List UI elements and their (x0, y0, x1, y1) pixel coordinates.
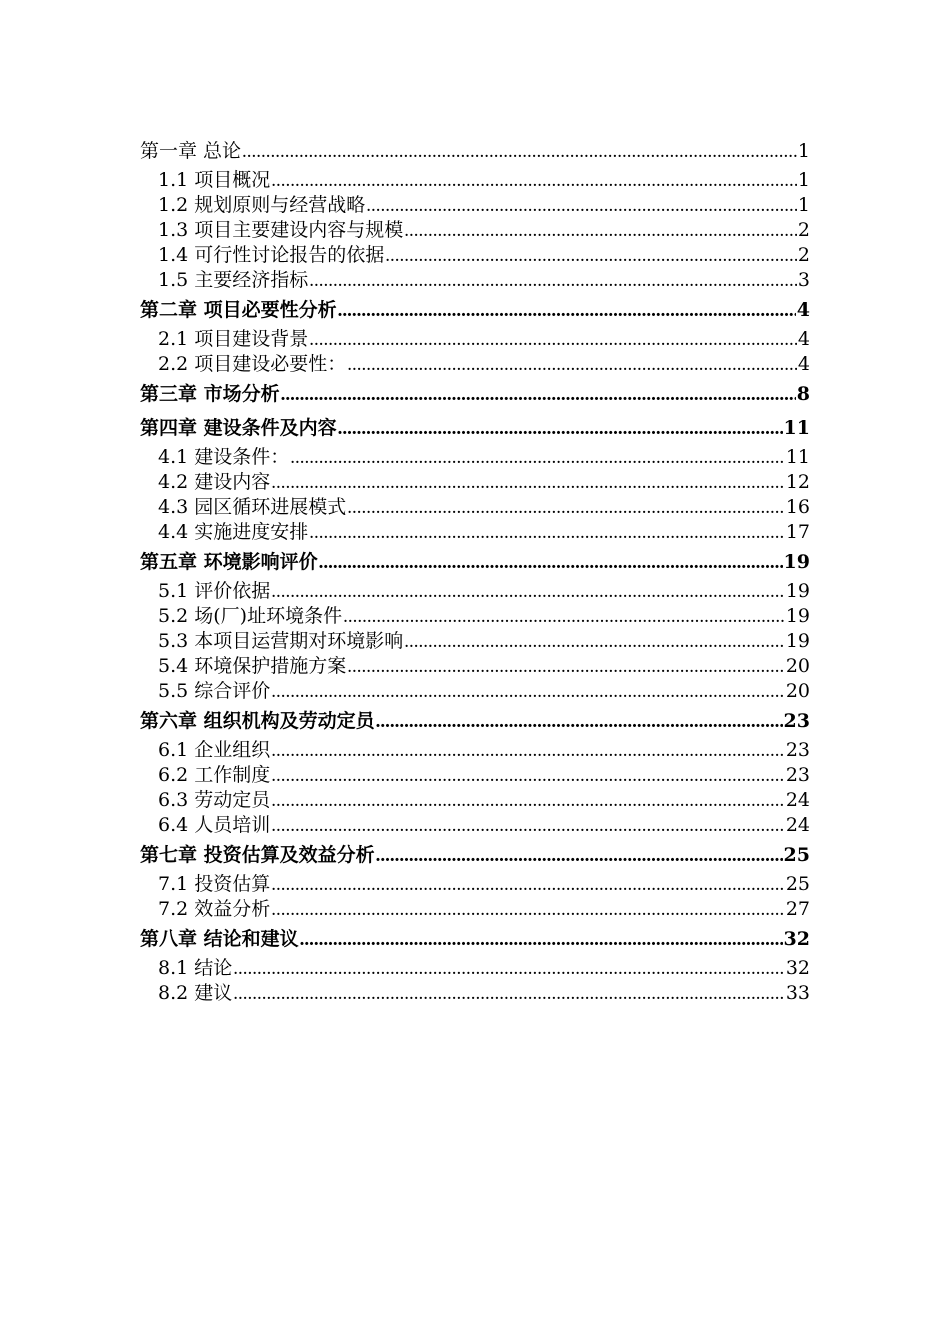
toc-chapter-entry[interactable] (140, 838, 810, 872)
dot-leader (271, 679, 785, 704)
toc-entry-title: 1.3 项目主要建设内容与规模 (158, 219, 404, 241)
toc-entry-title: 1.4 可行性讨论报告的依据 (158, 244, 385, 266)
toc-section-entry[interactable] (140, 352, 810, 377)
toc-section-entry[interactable] (140, 193, 810, 218)
toc-page-number: 24 (785, 814, 810, 836)
toc-page-number: 16 (785, 496, 810, 518)
dot-leader (347, 495, 785, 520)
toc-section-entry[interactable] (140, 629, 810, 654)
toc-entry-title: 2.1 项目建设背景 (158, 328, 309, 350)
toc-section-entry[interactable] (140, 168, 810, 193)
toc-page-number: 27 (785, 898, 810, 920)
toc-entry-title: 6.1 企业组织 (158, 739, 271, 761)
toc-chapter-entry[interactable] (140, 545, 810, 579)
dot-leader (347, 654, 785, 679)
toc-entry-title: 第二章 项目必要性分析 (140, 299, 337, 321)
table-of-contents (140, 134, 810, 1006)
toc-page-number: 19 (785, 605, 810, 627)
toc-entry-title: 第七章 投资估算及效益分析 (140, 844, 375, 866)
toc-section-entry[interactable] (140, 268, 810, 293)
toc-chapter-entry[interactable] (140, 377, 810, 411)
dot-leader (281, 378, 796, 411)
toc-entry-title: 2.2 项目建设必要性： (158, 353, 347, 375)
toc-page-number: 1 (797, 194, 810, 216)
dot-leader (376, 705, 783, 738)
toc-section-entry[interactable] (140, 956, 810, 981)
toc-page-number: 11 (785, 446, 810, 468)
toc-section-entry[interactable] (140, 520, 810, 545)
toc-entry-title: 6.3 劳动定员 (158, 789, 271, 811)
toc-page-number: 3 (797, 269, 810, 291)
toc-entry-title: 5.3 本项目运营期对环境影响 (158, 630, 404, 652)
dot-leader (271, 897, 785, 922)
toc-page-number: 12 (785, 471, 810, 493)
toc-page-number: 19 (783, 551, 810, 573)
toc-section-entry[interactable] (140, 327, 810, 352)
toc-page-number: 1 (797, 169, 810, 191)
dot-leader (404, 629, 785, 654)
toc-entry-title: 1.1 项目概况 (158, 169, 271, 191)
toc-page-number: 23 (785, 739, 810, 761)
toc-entry-title: 5.2 场(厂)址环境条件 (158, 605, 343, 627)
toc-page-number: 4 (797, 328, 810, 350)
toc-page-number: 32 (785, 957, 810, 979)
dot-leader (242, 135, 797, 168)
dot-leader (271, 738, 785, 763)
toc-section-entry[interactable] (140, 470, 810, 495)
dot-leader (338, 412, 783, 445)
toc-entry-title: 8.1 结论 (158, 957, 233, 979)
toc-section-entry[interactable] (140, 872, 810, 897)
dot-leader (271, 470, 785, 495)
toc-section-entry[interactable] (140, 897, 810, 922)
toc-section-entry[interactable] (140, 579, 810, 604)
dot-leader (338, 294, 796, 327)
dot-leader (309, 268, 797, 293)
dot-leader (271, 788, 785, 813)
toc-entry-title: 第三章 市场分析 (140, 383, 280, 405)
dot-leader (271, 872, 785, 897)
toc-entry-title: 5.4 环境保护措施方案 (158, 655, 347, 677)
toc-page-number: 2 (797, 244, 810, 266)
dot-leader (233, 956, 785, 981)
toc-section-entry[interactable] (140, 604, 810, 629)
toc-page-number: 8 (796, 383, 810, 405)
toc-entry-title: 6.4 人员培训 (158, 814, 271, 836)
toc-entry-title: 第五章 环境影响评价 (140, 551, 318, 573)
toc-page-number: 2 (797, 219, 810, 241)
toc-chapter-entry[interactable] (140, 411, 810, 445)
toc-section-entry[interactable] (140, 679, 810, 704)
toc-page-number: 1 (797, 140, 810, 162)
dot-leader (343, 604, 785, 629)
toc-chapter-entry[interactable] (140, 704, 810, 738)
toc-section-entry[interactable] (140, 654, 810, 679)
dot-leader (300, 923, 783, 956)
toc-page-number: 25 (783, 844, 810, 866)
toc-entry-title: 7.1 投资估算 (158, 873, 271, 895)
toc-entry-title: 第八章 结论和建议 (140, 928, 299, 950)
dot-leader (271, 763, 785, 788)
dot-leader (319, 546, 783, 579)
toc-entry-title: 5.5 综合评价 (158, 680, 271, 702)
toc-page-number: 19 (785, 580, 810, 602)
toc-section-entry[interactable] (140, 218, 810, 243)
dot-leader (376, 839, 783, 872)
toc-page-number: 11 (783, 417, 810, 439)
toc-page-number: 17 (785, 521, 810, 543)
toc-page-number: 24 (785, 789, 810, 811)
dot-leader (347, 352, 797, 377)
toc-section-entry[interactable] (140, 813, 810, 838)
dot-leader (271, 168, 797, 193)
toc-entry-title: 1.5 主要经济指标 (158, 269, 309, 291)
dot-leader (309, 520, 785, 545)
toc-page-number: 33 (785, 982, 810, 1004)
toc-entry-title: 7.2 效益分析 (158, 898, 271, 920)
toc-section-entry[interactable] (140, 763, 810, 788)
toc-entry-title: 6.2 工作制度 (158, 764, 271, 786)
toc-page-number: 19 (785, 630, 810, 652)
toc-page-number: 4 (796, 299, 810, 321)
toc-entry-title: 1.2 规划原则与经营战略 (158, 194, 366, 216)
dot-leader (309, 327, 797, 352)
toc-chapter-entry[interactable] (140, 134, 810, 168)
toc-section-entry[interactable] (140, 243, 810, 268)
toc-page-number: 25 (785, 873, 810, 895)
toc-section-entry[interactable] (140, 788, 810, 813)
toc-page-number: 4 (797, 353, 810, 375)
toc-section-entry[interactable] (140, 981, 810, 1006)
toc-chapter-entry[interactable] (140, 293, 810, 327)
toc-entry-title: 第一章 总论 (140, 140, 242, 162)
dot-leader (366, 193, 797, 218)
dot-leader (290, 445, 785, 470)
toc-page-number: 20 (785, 680, 810, 702)
toc-page-number: 32 (783, 928, 810, 950)
toc-page-number: 23 (783, 710, 810, 732)
toc-entry-title: 5.1 评价依据 (158, 580, 271, 602)
dot-leader (404, 218, 797, 243)
toc-chapter-entry[interactable] (140, 922, 810, 956)
toc-entry-title: 4.1 建设条件： (158, 446, 290, 468)
toc-entry-title: 第六章 组织机构及劳动定员 (140, 710, 375, 732)
toc-entry-title: 4.2 建设内容 (158, 471, 271, 493)
dot-leader (385, 243, 797, 268)
toc-section-entry[interactable] (140, 495, 810, 520)
dot-leader (271, 813, 785, 838)
toc-page-number: 20 (785, 655, 810, 677)
toc-entry-title: 8.2 建议 (158, 982, 233, 1004)
toc-page-number: 23 (785, 764, 810, 786)
toc-entry-title: 4.3 园区循环进展模式 (158, 496, 347, 518)
dot-leader (233, 981, 785, 1006)
dot-leader (271, 579, 785, 604)
toc-entry-title: 第四章 建设条件及内容 (140, 417, 337, 439)
toc-entry-title: 4.4 实施进度安排 (158, 521, 309, 543)
toc-section-entry[interactable] (140, 445, 810, 470)
toc-section-entry[interactable] (140, 738, 810, 763)
